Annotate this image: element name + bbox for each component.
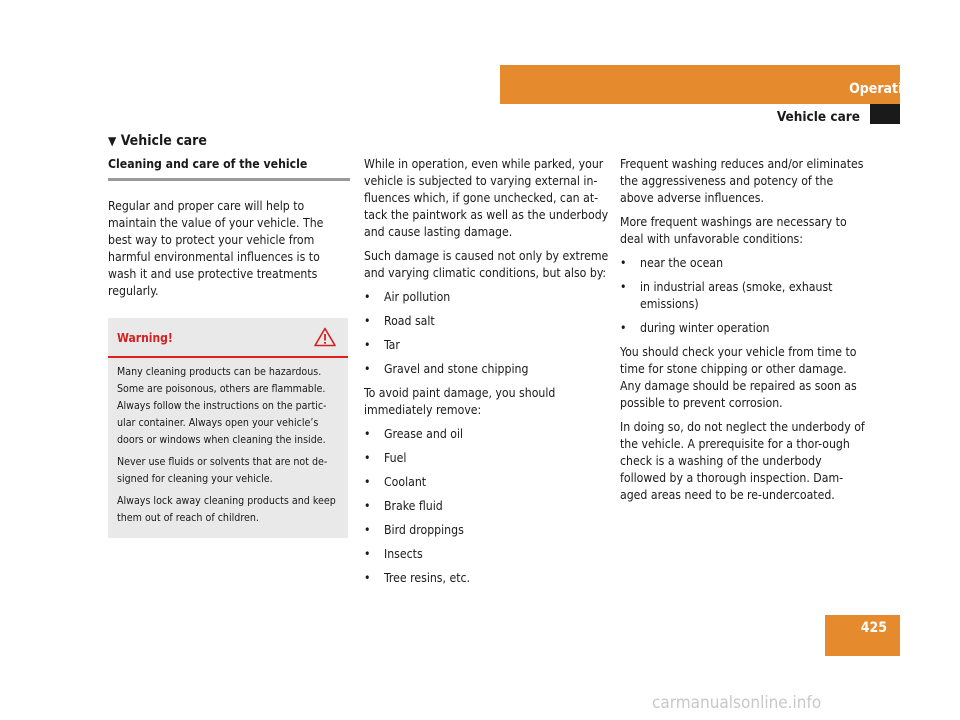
- warning-body: [108, 358, 348, 538]
- column-2: [364, 156, 610, 594]
- list-item: • Brake fluid: [364, 498, 610, 515]
- header-bar: [500, 65, 900, 104]
- warning-label: Warning!: [117, 331, 173, 345]
- paragraph: While in operation, even while parked, your vehicle is subjected to varying external in-fluences which, if gone unchecked, can at-tack the paintwork as well as the underbody and cause lasting damage.: [364, 157, 609, 239]
- list-item: • Road salt: [364, 313, 610, 330]
- warning-paragraph: Many cleaning products can be hazardous. Some are poisonous, others are flammable. Always follow the instructions on the partic-ular container. Always open your vehicle’s doors or windows when cleaning the inside.: [117, 366, 327, 446]
- chapter-title: Operation: [849, 81, 920, 97]
- triangle-down-icon: ▼: [108, 134, 117, 148]
- watermark: carmanualsonline.info: [652, 693, 822, 713]
- intro-paragraph: Regular and proper care will help to maintain the value of your vehicle. The best way to protect your vehicle from harmful environmental influences is to wash it and use protective treatments regularly.: [108, 199, 324, 298]
- paragraph: Frequent washing reduces and/or eliminates the aggressiveness and potency of the above adverse influences.: [620, 157, 864, 205]
- warning-triangle-icon: [314, 327, 336, 347]
- section-header: Vehicle care: [776, 109, 860, 125]
- bullet-list: [364, 289, 610, 378]
- warning-paragraph: Always lock away cleaning products and keep them out of reach of children.: [117, 495, 336, 524]
- bullet-list: [620, 255, 866, 337]
- list-item: • Fuel: [364, 450, 610, 467]
- list-item: • Coolant: [364, 474, 610, 491]
- paragraph: To avoid paint damage, you should immediately remove:: [364, 386, 556, 417]
- list-item: • in industrial areas (smoke, exhaust emissions): [620, 279, 866, 313]
- page-number: 425: [860, 620, 887, 636]
- page-title-text: Vehicle care: [120, 133, 207, 149]
- paragraph: You should check your vehicle from time to time for stone chipping or other damage. Any damage should be repaired as soon as possible to prevent corrosion.: [620, 345, 857, 410]
- warning-paragraph: Never use fluids or solvents that are not de-signed for cleaning your vehicle.: [117, 456, 328, 485]
- column-3: [620, 156, 866, 511]
- subheading: Cleaning and care of the vehicle: [108, 156, 350, 181]
- warning-box: [108, 318, 348, 538]
- list-item: • Tree resins, etc.: [364, 570, 610, 587]
- paragraph: In doing so, do not neglect the underbody of the vehicle. A prerequisite for a thor-ough check is a washing of the underbody followed by a thorough inspection. Dam-aged areas need to be re-undercoated.: [620, 420, 865, 502]
- list-item: • Tar: [364, 337, 610, 354]
- list-item: • during winter operation: [620, 320, 866, 337]
- list-item: • Bird droppings: [364, 522, 610, 539]
- bullet-list: [364, 426, 610, 587]
- warning-header: [108, 318, 348, 358]
- page-number-box: [825, 615, 900, 656]
- paragraph: Such damage is caused not only by extreme and varying climatic conditions, but also by:: [364, 249, 609, 280]
- list-item: • near the ocean: [620, 255, 866, 272]
- list-item: • Grease and oil: [364, 426, 610, 443]
- list-item: • Insects: [364, 546, 610, 563]
- column-1: [108, 156, 350, 538]
- page-title: [108, 132, 207, 150]
- header-marker: [870, 104, 900, 124]
- paragraph: More frequent washings are necessary to deal with unfavorable conditions:: [620, 215, 847, 246]
- list-item: • Gravel and stone chipping: [364, 361, 610, 378]
- list-item: • Air pollution: [364, 289, 610, 306]
